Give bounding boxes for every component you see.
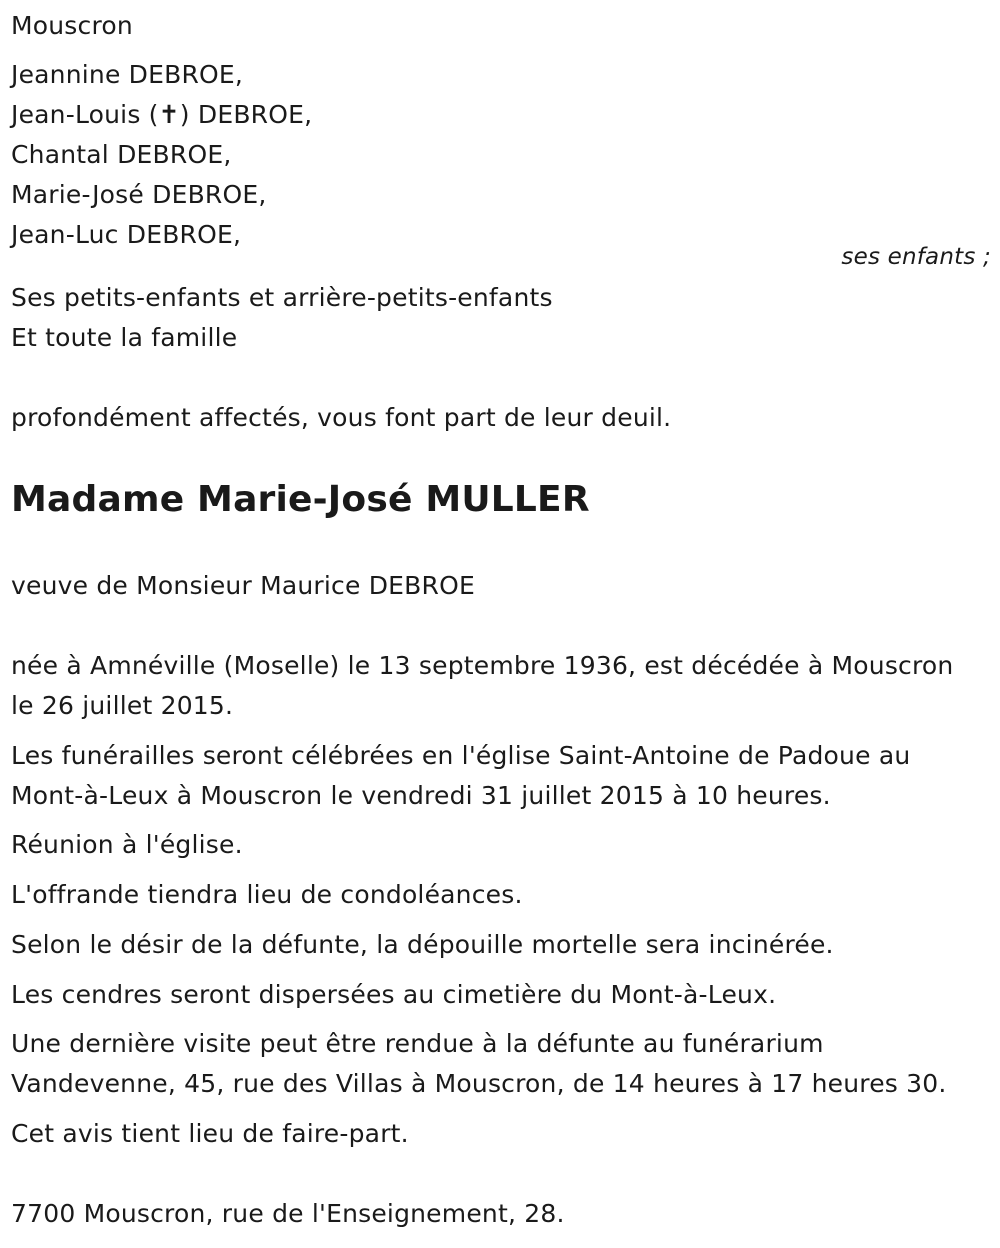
birth-death-text: née à Amnéville (Moselle) le 13 septembre 1936, est décédée à Mouscron xyxy=(11,651,954,680)
child-name: Jean-Louis (✝) DEBROE, xyxy=(11,100,313,129)
deceased-name: Madame Marie-José MULLER xyxy=(11,479,590,520)
funeral-text: Les funérailles seront célébrées en l'église Saint-Antoine de Padoue au xyxy=(11,741,911,770)
family-line: Ses petits-enfants et arrière-petits-enfants xyxy=(11,283,553,312)
address-text: 7700 Mouscron, rue de l'Enseignement, 28. xyxy=(11,1199,565,1228)
child-name: Chantal DEBROE, xyxy=(11,140,232,169)
meeting-text: Réunion à l'église. xyxy=(11,830,243,859)
child-name: Jean-Luc DEBROE, xyxy=(11,220,242,249)
family-line: Et toute la famille xyxy=(11,323,238,352)
visit-text: Vandevenne, 45, rue des Villas à Mouscron, de 14 heures à 17 heures 30. xyxy=(11,1069,947,1098)
widow-of-text: veuve de Monsieur Maurice DEBROE xyxy=(11,571,475,600)
children-role-label: ses enfants ; xyxy=(841,244,991,270)
cremation-text: Selon le désir de la défunte, la dépouille mortelle sera incinérée. xyxy=(11,930,834,959)
closing-text: Cet avis tient lieu de faire-part. xyxy=(11,1119,409,1148)
child-name: Marie-José DEBROE, xyxy=(11,180,267,209)
child-name: Jeannine DEBROE, xyxy=(11,60,244,89)
announcement-text: profondément affectés, vous font part de leur deuil. xyxy=(11,403,672,432)
funeral-text: Mont-à-Leux à Mouscron le vendredi 31 juillet 2015 à 10 heures. xyxy=(11,781,831,810)
birth-death-text: le 26 juillet 2015. xyxy=(11,691,234,720)
city-header: Mouscron xyxy=(11,11,133,40)
visit-text: Une dernière visite peut être rendue à la défunte au funérarium xyxy=(11,1029,824,1058)
ashes-text: Les cendres seront dispersées au cimetière du Mont-à-Leux. xyxy=(11,980,777,1009)
offering-text: L'offrande tiendra lieu de condoléances. xyxy=(11,880,523,909)
